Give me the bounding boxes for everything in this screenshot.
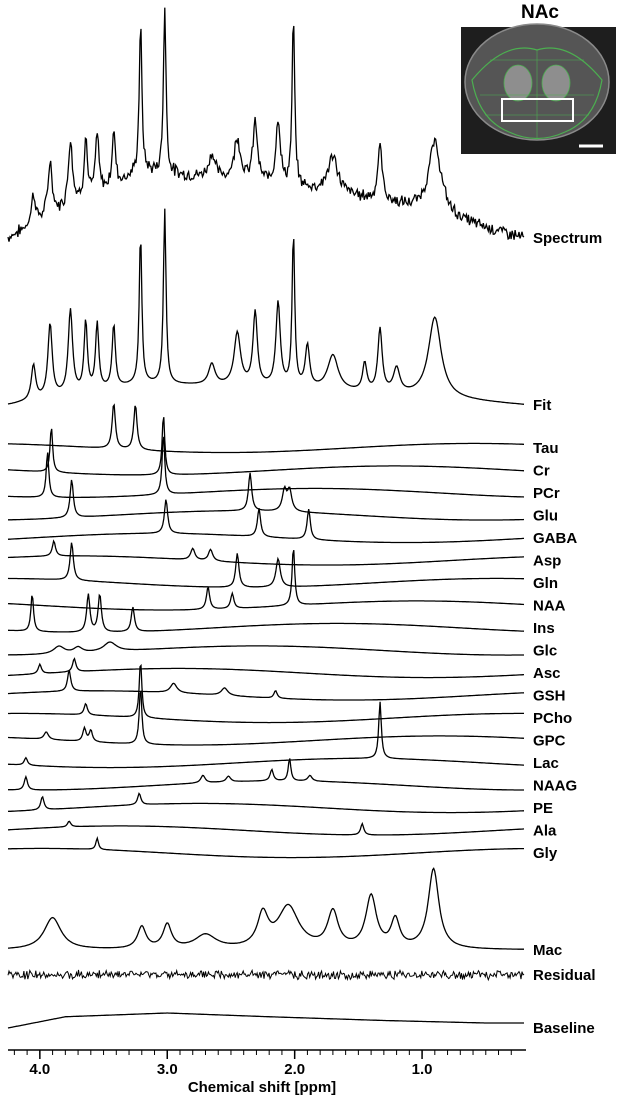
x-axis: [8, 1050, 526, 1096]
label-gsh: GSH: [533, 687, 566, 705]
ventricle-right: [542, 65, 570, 101]
trace-asp: [8, 541, 524, 565]
label-naa: NAA: [533, 597, 566, 615]
trace-glc: [8, 642, 524, 655]
trace-fit: [8, 209, 524, 405]
trace-glu: [8, 473, 524, 520]
trace-mac: [8, 868, 524, 949]
label-naag: NAAG: [533, 777, 578, 795]
label-gln: Gln: [533, 575, 558, 592]
label-gly: Gly: [533, 845, 558, 862]
label-asp: Asp: [533, 552, 562, 570]
label-pe: PE: [533, 800, 554, 817]
label-baseline: Baseline: [533, 1020, 595, 1037]
label-pcho: PCho: [533, 710, 573, 727]
label-lac: Lac: [533, 755, 559, 772]
label-fit: Fit: [533, 397, 552, 414]
label-glu: Glu: [533, 507, 558, 525]
label-ala: Ala: [533, 822, 557, 840]
label-gaba: GABA: [533, 530, 578, 547]
trace-gln: [8, 543, 524, 587]
trace-ins: [8, 594, 524, 632]
brain-inset: [461, 2, 616, 154]
x-tick-label: 2.0: [284, 1061, 306, 1078]
trace-baseline: [8, 1013, 524, 1028]
trace-lac: [8, 702, 524, 768]
x-axis-ticks: [14, 1050, 511, 1078]
x-axis-title: Chemical shift [ppm]: [187, 1079, 337, 1096]
label-glc: Glc: [533, 642, 558, 660]
trace-gsh: [8, 671, 524, 700]
label-residual: Residual: [533, 967, 596, 984]
x-tick-label: 1.0: [411, 1061, 433, 1078]
trace-ala: [8, 821, 524, 835]
label-tau: Tau: [533, 440, 559, 457]
label-pcr: PCr: [533, 485, 560, 502]
trace-pcho: [8, 666, 524, 723]
label-cr: Cr: [533, 462, 550, 480]
inset-title: NAc: [520, 2, 560, 23]
trace-asc: [8, 659, 524, 678]
label-gpc: GPC: [533, 732, 566, 750]
trace-labels-group: [533, 230, 602, 1037]
trace-pe: [8, 794, 524, 813]
trace-spectrum: [8, 8, 524, 242]
trace-gpc: [8, 692, 524, 745]
trace-gaba: [8, 500, 524, 543]
label-ins: Ins: [533, 620, 555, 637]
trace-gly: [8, 838, 524, 857]
label-asc: Asc: [533, 665, 561, 682]
ventricle-left: [504, 65, 532, 101]
trace-naag: [8, 759, 524, 791]
trace-cr: [8, 417, 524, 475]
traces-group: [8, 8, 524, 1028]
label-spectrum: Spectrum: [533, 230, 603, 247]
x-tick-label: 3.0: [156, 1061, 178, 1078]
trace-tau: [8, 405, 524, 452]
x-tick-label: 4.0: [29, 1061, 51, 1078]
label-mac: Mac: [533, 942, 563, 959]
trace-residual: [8, 970, 524, 980]
